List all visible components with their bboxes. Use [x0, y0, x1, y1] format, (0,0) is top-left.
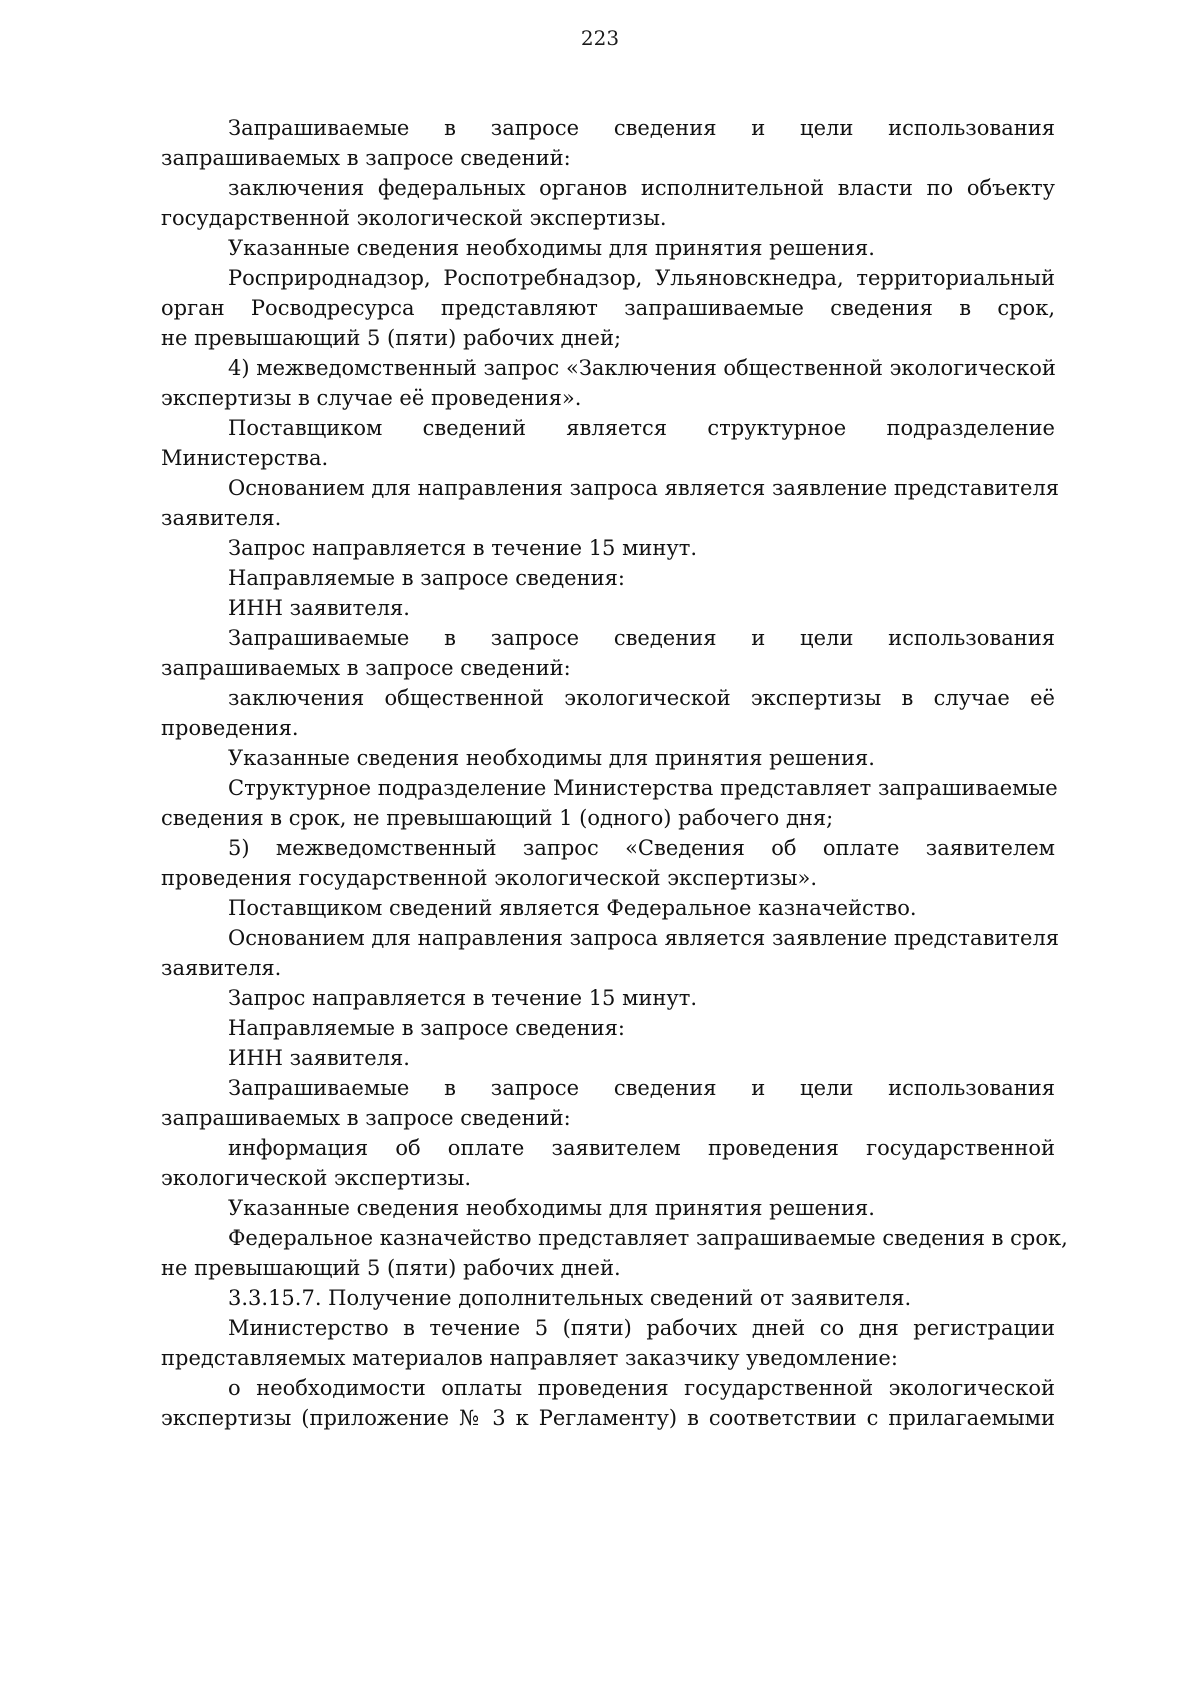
paragraph-line: Запрашиваемые в запросе сведения и цели использования	[228, 1076, 1055, 1100]
paragraph-line: Направляемые в запросе сведения:	[228, 1016, 625, 1040]
paragraph	[161, 593, 1055, 623]
paragraph-line: заключения общественной экологической экспертизы в случае её	[228, 686, 1055, 710]
paragraph-line: запрашиваемых в запросе сведений:	[161, 146, 571, 170]
paragraph	[161, 773, 1058, 833]
paragraph	[161, 173, 1055, 233]
paragraph-line: Основанием для направления запроса является заявление представителя	[228, 926, 1060, 950]
paragraph-line: экспертизы (приложение № 3 к Регламенту) в соответствии с прилагаемыми	[161, 1406, 1055, 1430]
paragraph-line: ИНН заявителя.	[228, 596, 410, 620]
paragraph	[161, 893, 1055, 923]
paragraph	[161, 833, 1055, 893]
paragraph-line: Направляемые в запросе сведения:	[228, 566, 625, 590]
paragraph-line: 3.3.15.7. Получение дополнительных сведений от заявителя.	[228, 1286, 912, 1310]
paragraph	[161, 113, 1055, 173]
paragraph-line: Росприроднадзор, Роспотребнадзор, Ульяновскнедра, территориальный	[228, 266, 1055, 290]
paragraph	[161, 1043, 1055, 1073]
paragraph-line: проведения государственной экологической экспертизы».	[161, 866, 818, 890]
paragraph-line: Запрашиваемые в запросе сведения и цели использования	[228, 626, 1055, 650]
paragraph	[161, 1373, 1055, 1433]
paragraph-line: Поставщиком сведений является структурное подразделение	[228, 416, 1055, 440]
paragraph	[161, 233, 1055, 263]
paragraph-line: Поставщиком сведений является Федеральное казначейство.	[228, 896, 917, 920]
paragraph-line: запрашиваемых в запросе сведений:	[161, 656, 571, 680]
paragraph	[161, 1223, 1068, 1283]
paragraph	[161, 1193, 1055, 1223]
paragraph	[161, 533, 1055, 563]
paragraph	[161, 1283, 1055, 1313]
paragraph-line: не превышающий 5 (пяти) рабочих дней.	[161, 1256, 621, 1280]
paragraph	[161, 353, 1055, 413]
paragraph-line: представляемых материалов направляет заказчику уведомление:	[161, 1346, 898, 1370]
paragraph-line: Структурное подразделение Министерства представляет запрашиваемые	[228, 776, 1058, 800]
paragraph	[161, 983, 1055, 1013]
paragraph	[161, 1133, 1055, 1193]
paragraph-line: Основанием для направления запроса является заявление представителя	[228, 476, 1060, 500]
paragraph	[161, 413, 1055, 473]
paragraph-line: заявителя.	[161, 506, 282, 530]
paragraph-line: информация об оплате заявителем проведения государственной	[228, 1136, 1055, 1160]
paragraph	[161, 563, 1055, 593]
paragraph-line: 5) межведомственный запрос «Сведения об оплате заявителем	[228, 836, 1055, 860]
paragraph-line: 4) межведомственный запрос «Заключения общественной экологической	[228, 356, 1056, 380]
paragraph	[161, 473, 1060, 533]
paragraph	[161, 923, 1060, 983]
paragraph-line: Указанные сведения необходимы для принятия решения.	[228, 236, 875, 260]
paragraph-line: Указанные сведения необходимы для принятия решения.	[228, 746, 875, 770]
paragraph-line: о необходимости оплаты проведения государственной экологической	[228, 1376, 1055, 1400]
paragraph-line: Запрашиваемые в запросе сведения и цели использования	[228, 116, 1055, 140]
paragraph	[161, 743, 1055, 773]
paragraph-line: сведения в срок, не превышающий 1 (одного) рабочего дня;	[161, 806, 834, 830]
paragraph-line: Министерства.	[161, 446, 329, 470]
paragraph-line: экспертизы в случае её проведения».	[161, 386, 582, 410]
paragraph-line: проведения.	[161, 716, 299, 740]
paragraph-line: Указанные сведения необходимы для принятия решения.	[228, 1196, 875, 1220]
paragraph	[161, 623, 1055, 683]
paragraph-line: Запрос направляется в течение 15 минут.	[228, 986, 698, 1010]
paragraph-line: Запрос направляется в течение 15 минут.	[228, 536, 698, 560]
paragraph-line: Федеральное казначейство представляет запрашиваемые сведения в срок,	[228, 1226, 1068, 1250]
paragraph-line: Министерство в течение 5 (пяти) рабочих дней со дня регистрации	[228, 1316, 1055, 1340]
document-body	[161, 113, 1068, 1433]
paragraph	[161, 1013, 1055, 1043]
paragraph-line: не превышающий 5 (пяти) рабочих дней;	[161, 326, 622, 350]
paragraph	[161, 683, 1055, 743]
paragraph	[161, 1073, 1055, 1133]
paragraph-line: орган Росводресурса представляют запрашиваемые сведения в срок,	[161, 296, 1055, 320]
paragraph	[161, 1313, 1055, 1373]
paragraph	[161, 263, 1055, 353]
paragraph-line: заключения федеральных органов исполнительной власти по объекту	[228, 176, 1055, 200]
page-number: 223	[580, 26, 620, 50]
paragraph-line: запрашиваемых в запросе сведений:	[161, 1106, 571, 1130]
paragraph-line: государственной экологической экспертизы.	[161, 206, 667, 230]
paragraph-line: заявителя.	[161, 956, 282, 980]
paragraph-line: экологической экспертизы.	[161, 1166, 471, 1190]
paragraph-line: ИНН заявителя.	[228, 1046, 410, 1070]
